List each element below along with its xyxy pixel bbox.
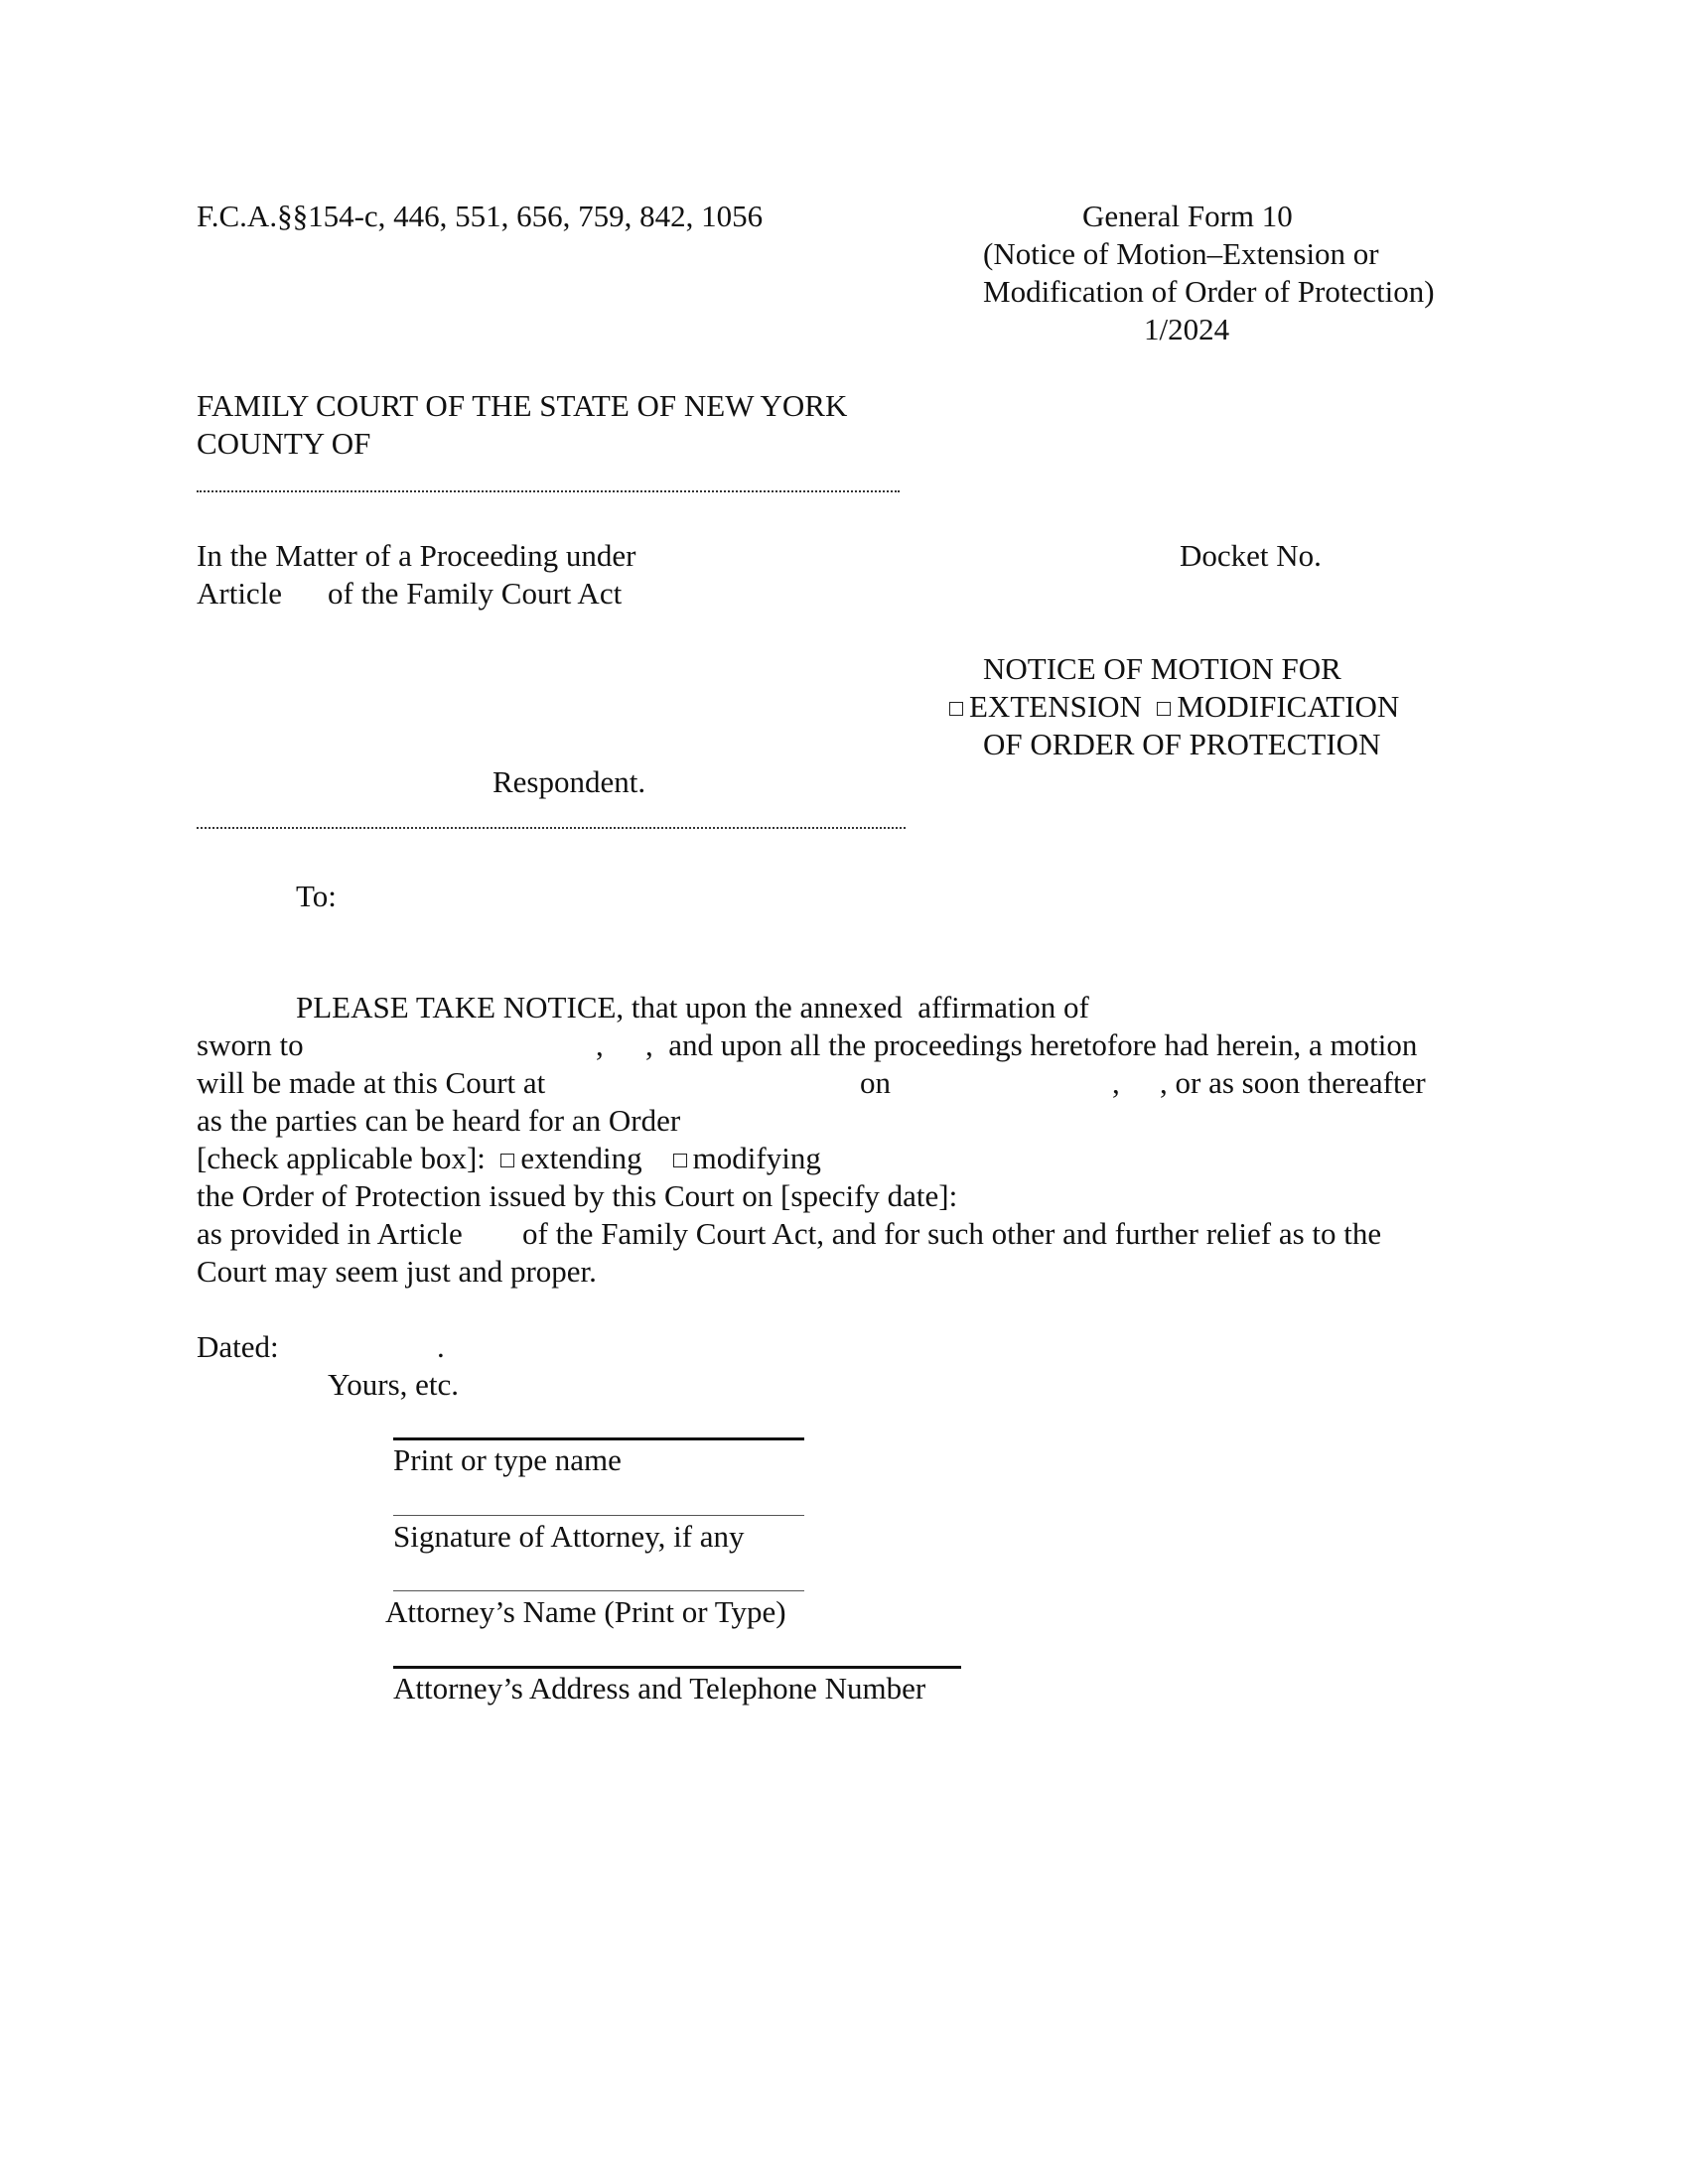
extending-label: extending bbox=[520, 1141, 642, 1175]
check-instruction: [check applicable box]: bbox=[197, 1141, 486, 1175]
extending-checkbox[interactable] bbox=[500, 1154, 514, 1167]
attorney-signature-line bbox=[393, 1515, 804, 1516]
print-name-label: Print or type name bbox=[393, 1442, 622, 1477]
docket-label: Docket No. bbox=[1180, 538, 1322, 573]
form-revision-date: 1/2024 bbox=[1144, 312, 1230, 346]
court-name: FAMILY COURT OF THE STATE OF NEW YORK bbox=[197, 388, 848, 423]
body-sworn-to: sworn to bbox=[197, 1027, 304, 1062]
matter-article-label: Article bbox=[197, 576, 283, 611]
body-court-at: will be made at this Court at bbox=[197, 1065, 546, 1100]
body-sworn-comma: , bbox=[596, 1027, 604, 1062]
extension-option-label: EXTENSION bbox=[969, 689, 1142, 724]
body-line6: the Order of Protection issued by this Court on [specify date]: bbox=[197, 1178, 958, 1213]
modification-checkbox[interactable] bbox=[1157, 702, 1171, 716]
modifying-label: modifying bbox=[692, 1141, 821, 1175]
form-title: General Form 10 bbox=[1082, 199, 1293, 233]
body-on-comma: , bbox=[1112, 1065, 1120, 1100]
attorney-address-label: Attorney’s Address and Telephone Number bbox=[393, 1671, 926, 1706]
attorney-name-line bbox=[393, 1590, 804, 1591]
form-subtitle-line2: Modification of Order of Protection) bbox=[983, 274, 1435, 309]
county-label: COUNTY OF bbox=[197, 426, 371, 461]
body-check-options bbox=[197, 1140, 821, 1177]
yours-etc: Yours, etc. bbox=[328, 1367, 460, 1402]
body-line8: Court may seem just and proper. bbox=[197, 1254, 597, 1289]
attorney-signature-label: Signature of Attorney, if any bbox=[393, 1519, 745, 1554]
attorney-address-line bbox=[393, 1666, 961, 1669]
body-line7-rest: of the Family Court Act, and for such other and further relief as to the bbox=[522, 1216, 1382, 1251]
extension-checkbox[interactable] bbox=[949, 702, 963, 716]
notice-title-line3: OF ORDER OF PROTECTION bbox=[983, 727, 1381, 761]
modifying-checkbox[interactable] bbox=[673, 1154, 687, 1167]
dated-period: . bbox=[437, 1329, 445, 1364]
print-name-line bbox=[393, 1437, 804, 1440]
form-subtitle-line1: (Notice of Motion–Extension or bbox=[983, 236, 1379, 271]
caption-top-divider bbox=[197, 490, 900, 492]
to-label: To: bbox=[296, 879, 337, 913]
body-line3-rest: , or as soon thereafter bbox=[1160, 1065, 1426, 1100]
body-article-label: as provided in Article bbox=[197, 1216, 463, 1251]
notice-title-line1: NOTICE OF MOTION FOR bbox=[983, 651, 1341, 686]
respondent-label: Respondent. bbox=[492, 764, 646, 799]
modification-option-label: MODIFICATION bbox=[1177, 689, 1400, 724]
body-on: on bbox=[860, 1065, 891, 1100]
body-line2-rest: , and upon all the proceedings heretofore had herein, a motion bbox=[645, 1027, 1418, 1062]
matter-act-label: of the Family Court Act bbox=[328, 576, 623, 611]
attorney-name-label: Attorney’s Name (Print or Type) bbox=[385, 1594, 786, 1629]
body-line4: as the parties can be heard for an Order bbox=[197, 1103, 681, 1138]
statute-citation: F.C.A.§§154-c, 446, 551, 656, 759, 842, 1056 bbox=[197, 199, 764, 233]
dated-label: Dated: bbox=[197, 1329, 279, 1364]
body-line1: PLEASE TAKE NOTICE, that upon the annexed affirmation of bbox=[296, 990, 1089, 1024]
caption-bottom-divider bbox=[197, 827, 906, 829]
notice-title-options bbox=[949, 688, 1399, 726]
matter-line1: In the Matter of a Proceeding under bbox=[197, 538, 636, 573]
